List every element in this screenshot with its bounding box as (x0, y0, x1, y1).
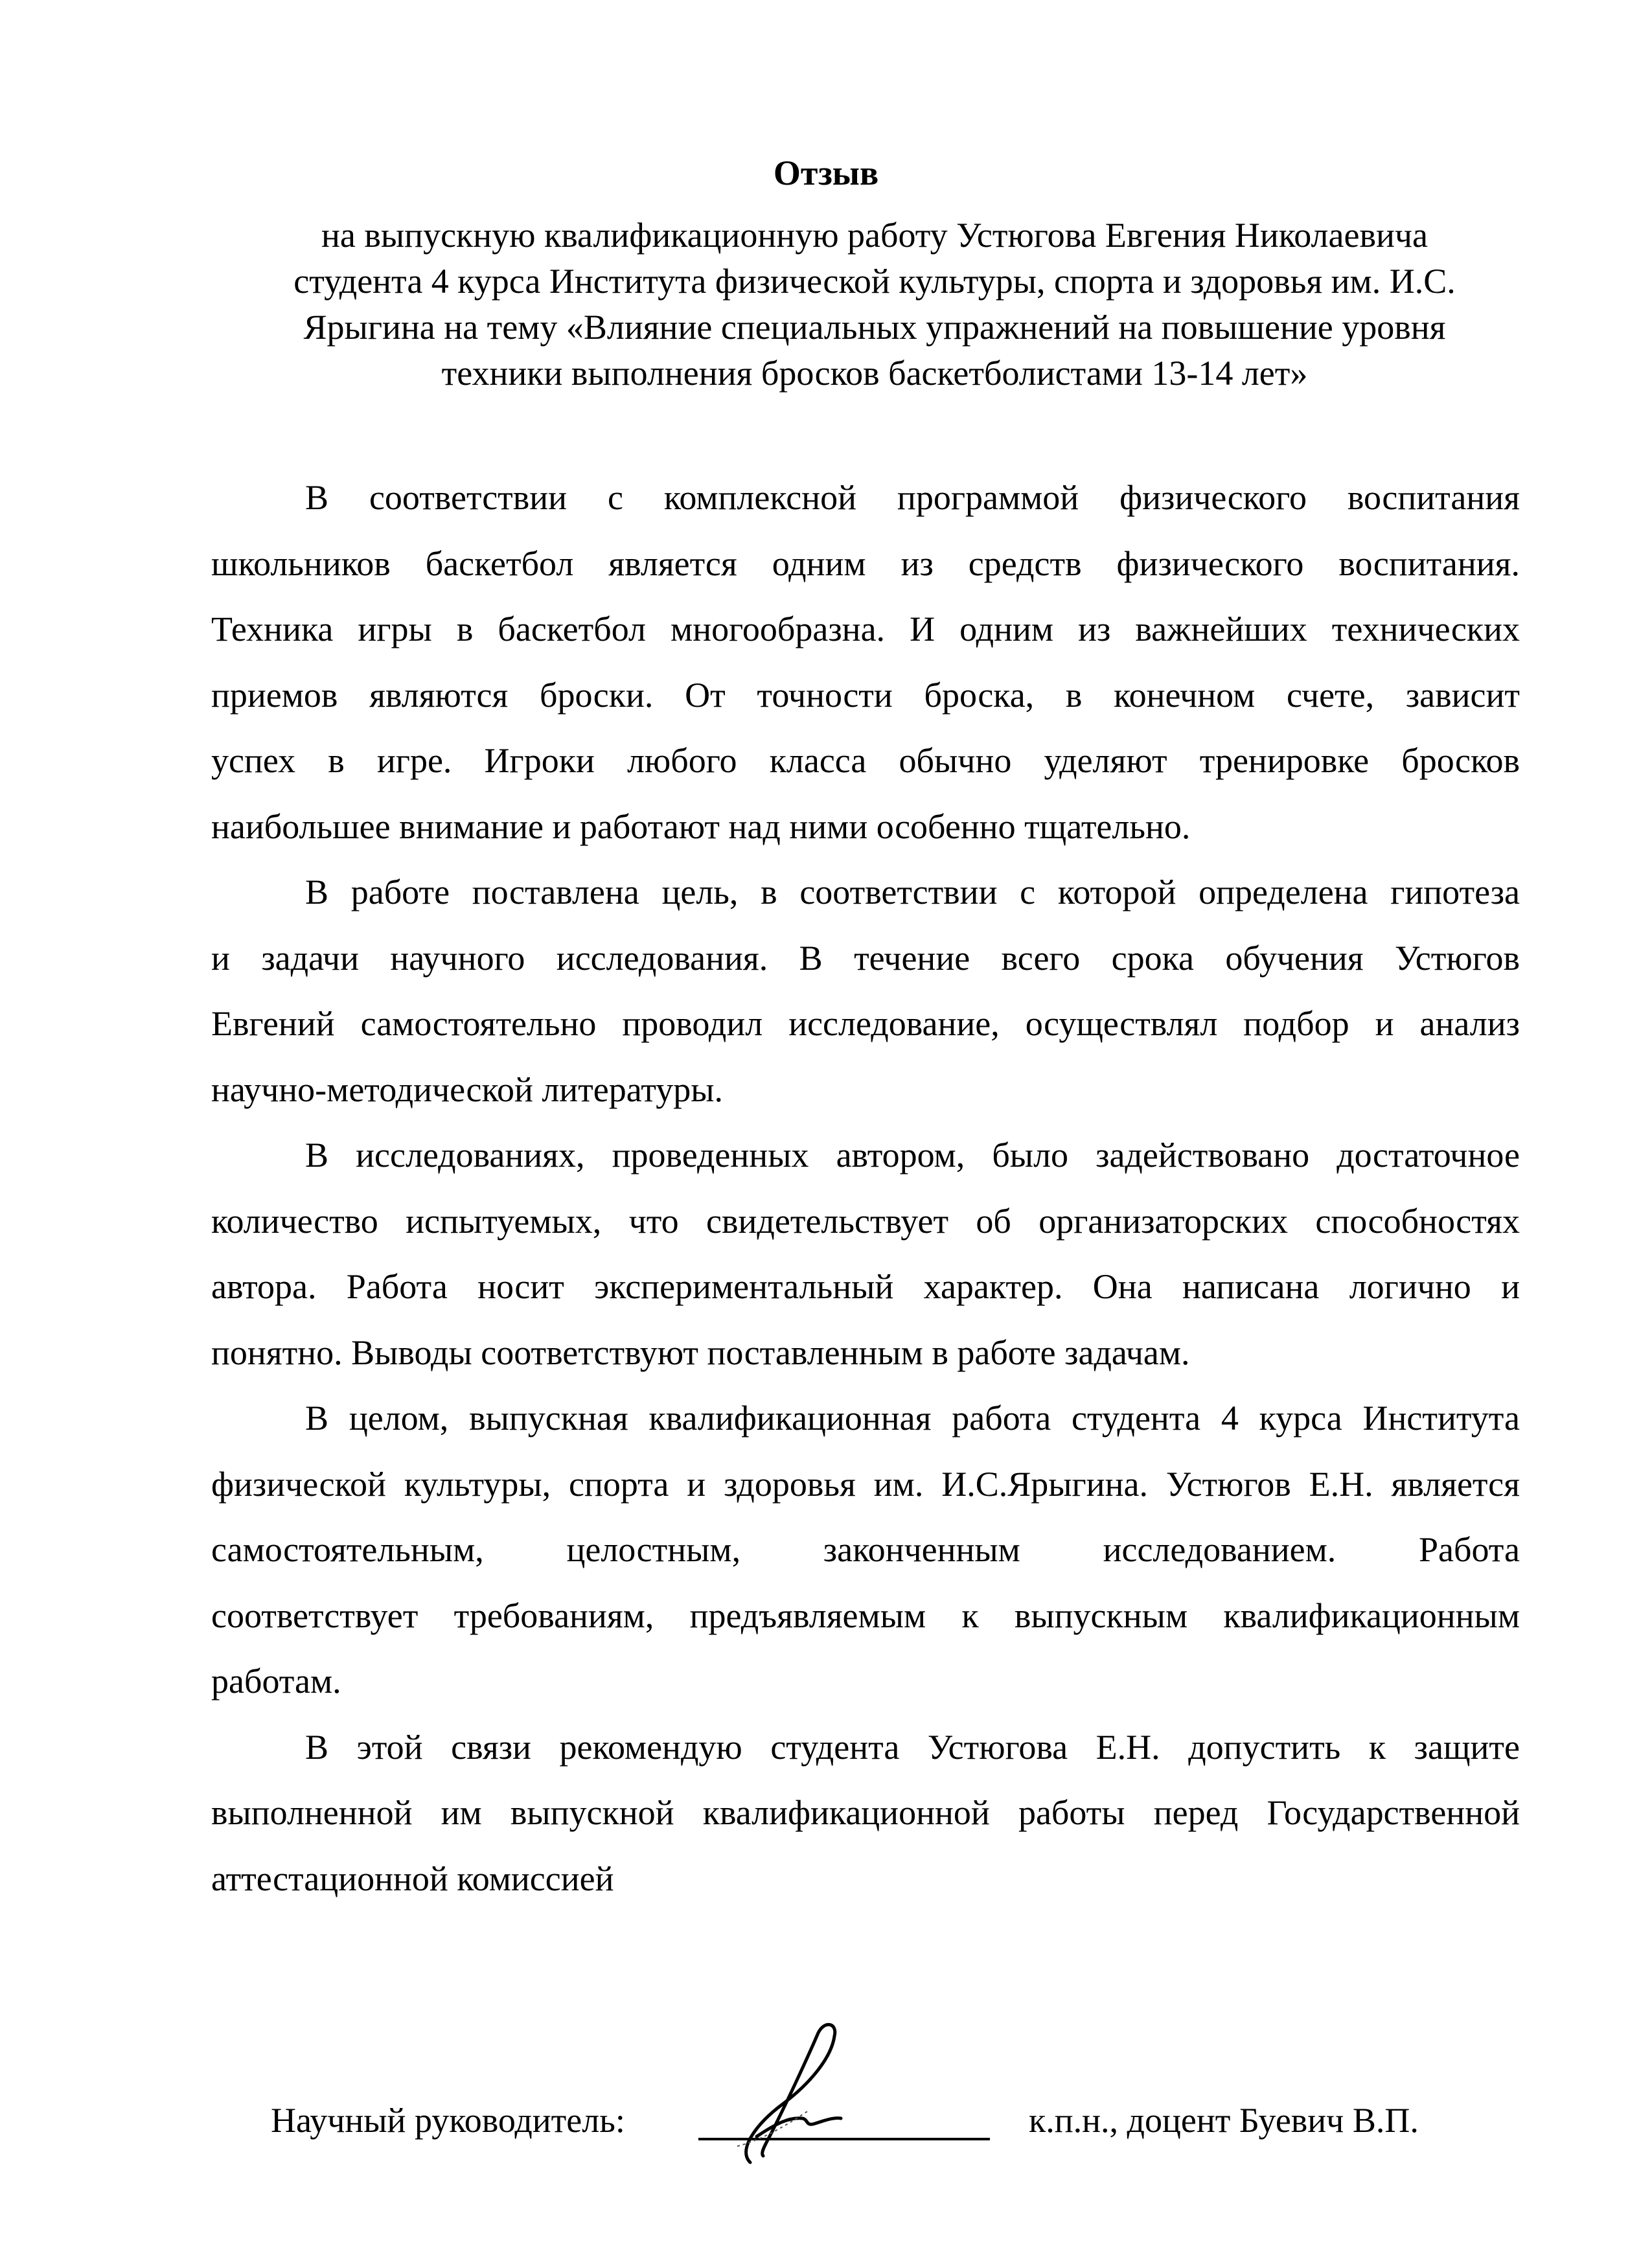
text-line: самостоятельным, целостным, законченным исследованием. Работа (211, 1530, 1520, 1569)
text-line: автора. Работа носит экспериментальный характер. Она написана логично и (211, 1267, 1520, 1306)
text-line: и задачи научного исследования. В течение всего срока обучения Устюгов (211, 938, 1520, 978)
text-line: Евгений самостоятельно проводил исследование, осуществлял подбор и анализ (211, 1004, 1520, 1043)
paragraph-goal (211, 860, 1520, 1123)
text-line: приемов являются броски. От точности броска, в конечном счете, зависит (211, 675, 1520, 715)
text-line: В исследованиях, проведенных автором, было задействовано достаточное (305, 1136, 1520, 1174)
supervisor-name: к.п.н., доцент Буевич В.П. (1029, 2101, 1419, 2140)
paragraph-recommendation (211, 1715, 1520, 1912)
text-line: научно-методической литературы. (211, 1070, 723, 1109)
text-line: аттестационной комиссией (211, 1859, 614, 1898)
subtitle-line: техники выполнения бросков баскетболистами 13-14 лет» (441, 354, 1308, 393)
paragraph-research (211, 1123, 1520, 1386)
text-line: Техника игры в баскетбол многообразна. И одним из важнейших технических (211, 610, 1520, 648)
text-line: наибольшее внимание и работают над ними особенно тщательно. (211, 807, 1191, 846)
document-body (211, 465, 1520, 1912)
paragraph-conclusion (211, 1386, 1520, 1715)
text-line: В работе поставлена цель, в соответствии с которой определена гипотеза (305, 873, 1520, 911)
signature-block (271, 2091, 1534, 2169)
text-line: выполненной им выпускной квалификационной работы перед Государственной (211, 1793, 1520, 1832)
subtitle-line: студента 4 курса Института физической культуры, спорта и здоровья им. И.С. (293, 262, 1456, 301)
text-line: В соответствии с комплексной программой физического воспитания (305, 478, 1520, 517)
text-line: работам. (211, 1662, 341, 1701)
paragraph-program (211, 465, 1520, 860)
text-line: количество испытуемых, что свидетельствует об организаторских способностях (211, 1201, 1520, 1241)
text-line: В этой связи рекомендую студента Устюгова Е.Н. допустить к защите (305, 1727, 1520, 1767)
document-subtitle (233, 212, 1516, 396)
subtitle-line: на выпускную квалификационную работу Устюгова Евгения Николаевича (321, 216, 1428, 255)
subtitle-line: Ярыгина на тему «Влияние специальных упражнений на повышение уровня (303, 308, 1446, 347)
signature-label: Научный руководитель: (271, 2101, 625, 2140)
text-line: В целом, выпускная квалификационная работа студента 4 курса Института (305, 1399, 1520, 1438)
text-line: школьников баскетбол является одним из средств физического воспитания. (211, 544, 1520, 583)
text-line: понятно. Выводы соответствуют поставленным в работе задачам. (211, 1333, 1190, 1372)
text-line: физической культуры, спорта и здоровья им. И.С.Ярыгина. Устюгов Е.Н. является (211, 1464, 1520, 1504)
signature-icon (711, 2020, 880, 2169)
document-title: Отзыв (773, 154, 879, 192)
text-line: успех в игре. Игроки любого класса обычно уделяют тренировке бросков (211, 741, 1520, 780)
text-line: соответствует требованиям, предъявляемым к выпускным квалификационным (211, 1596, 1520, 1635)
